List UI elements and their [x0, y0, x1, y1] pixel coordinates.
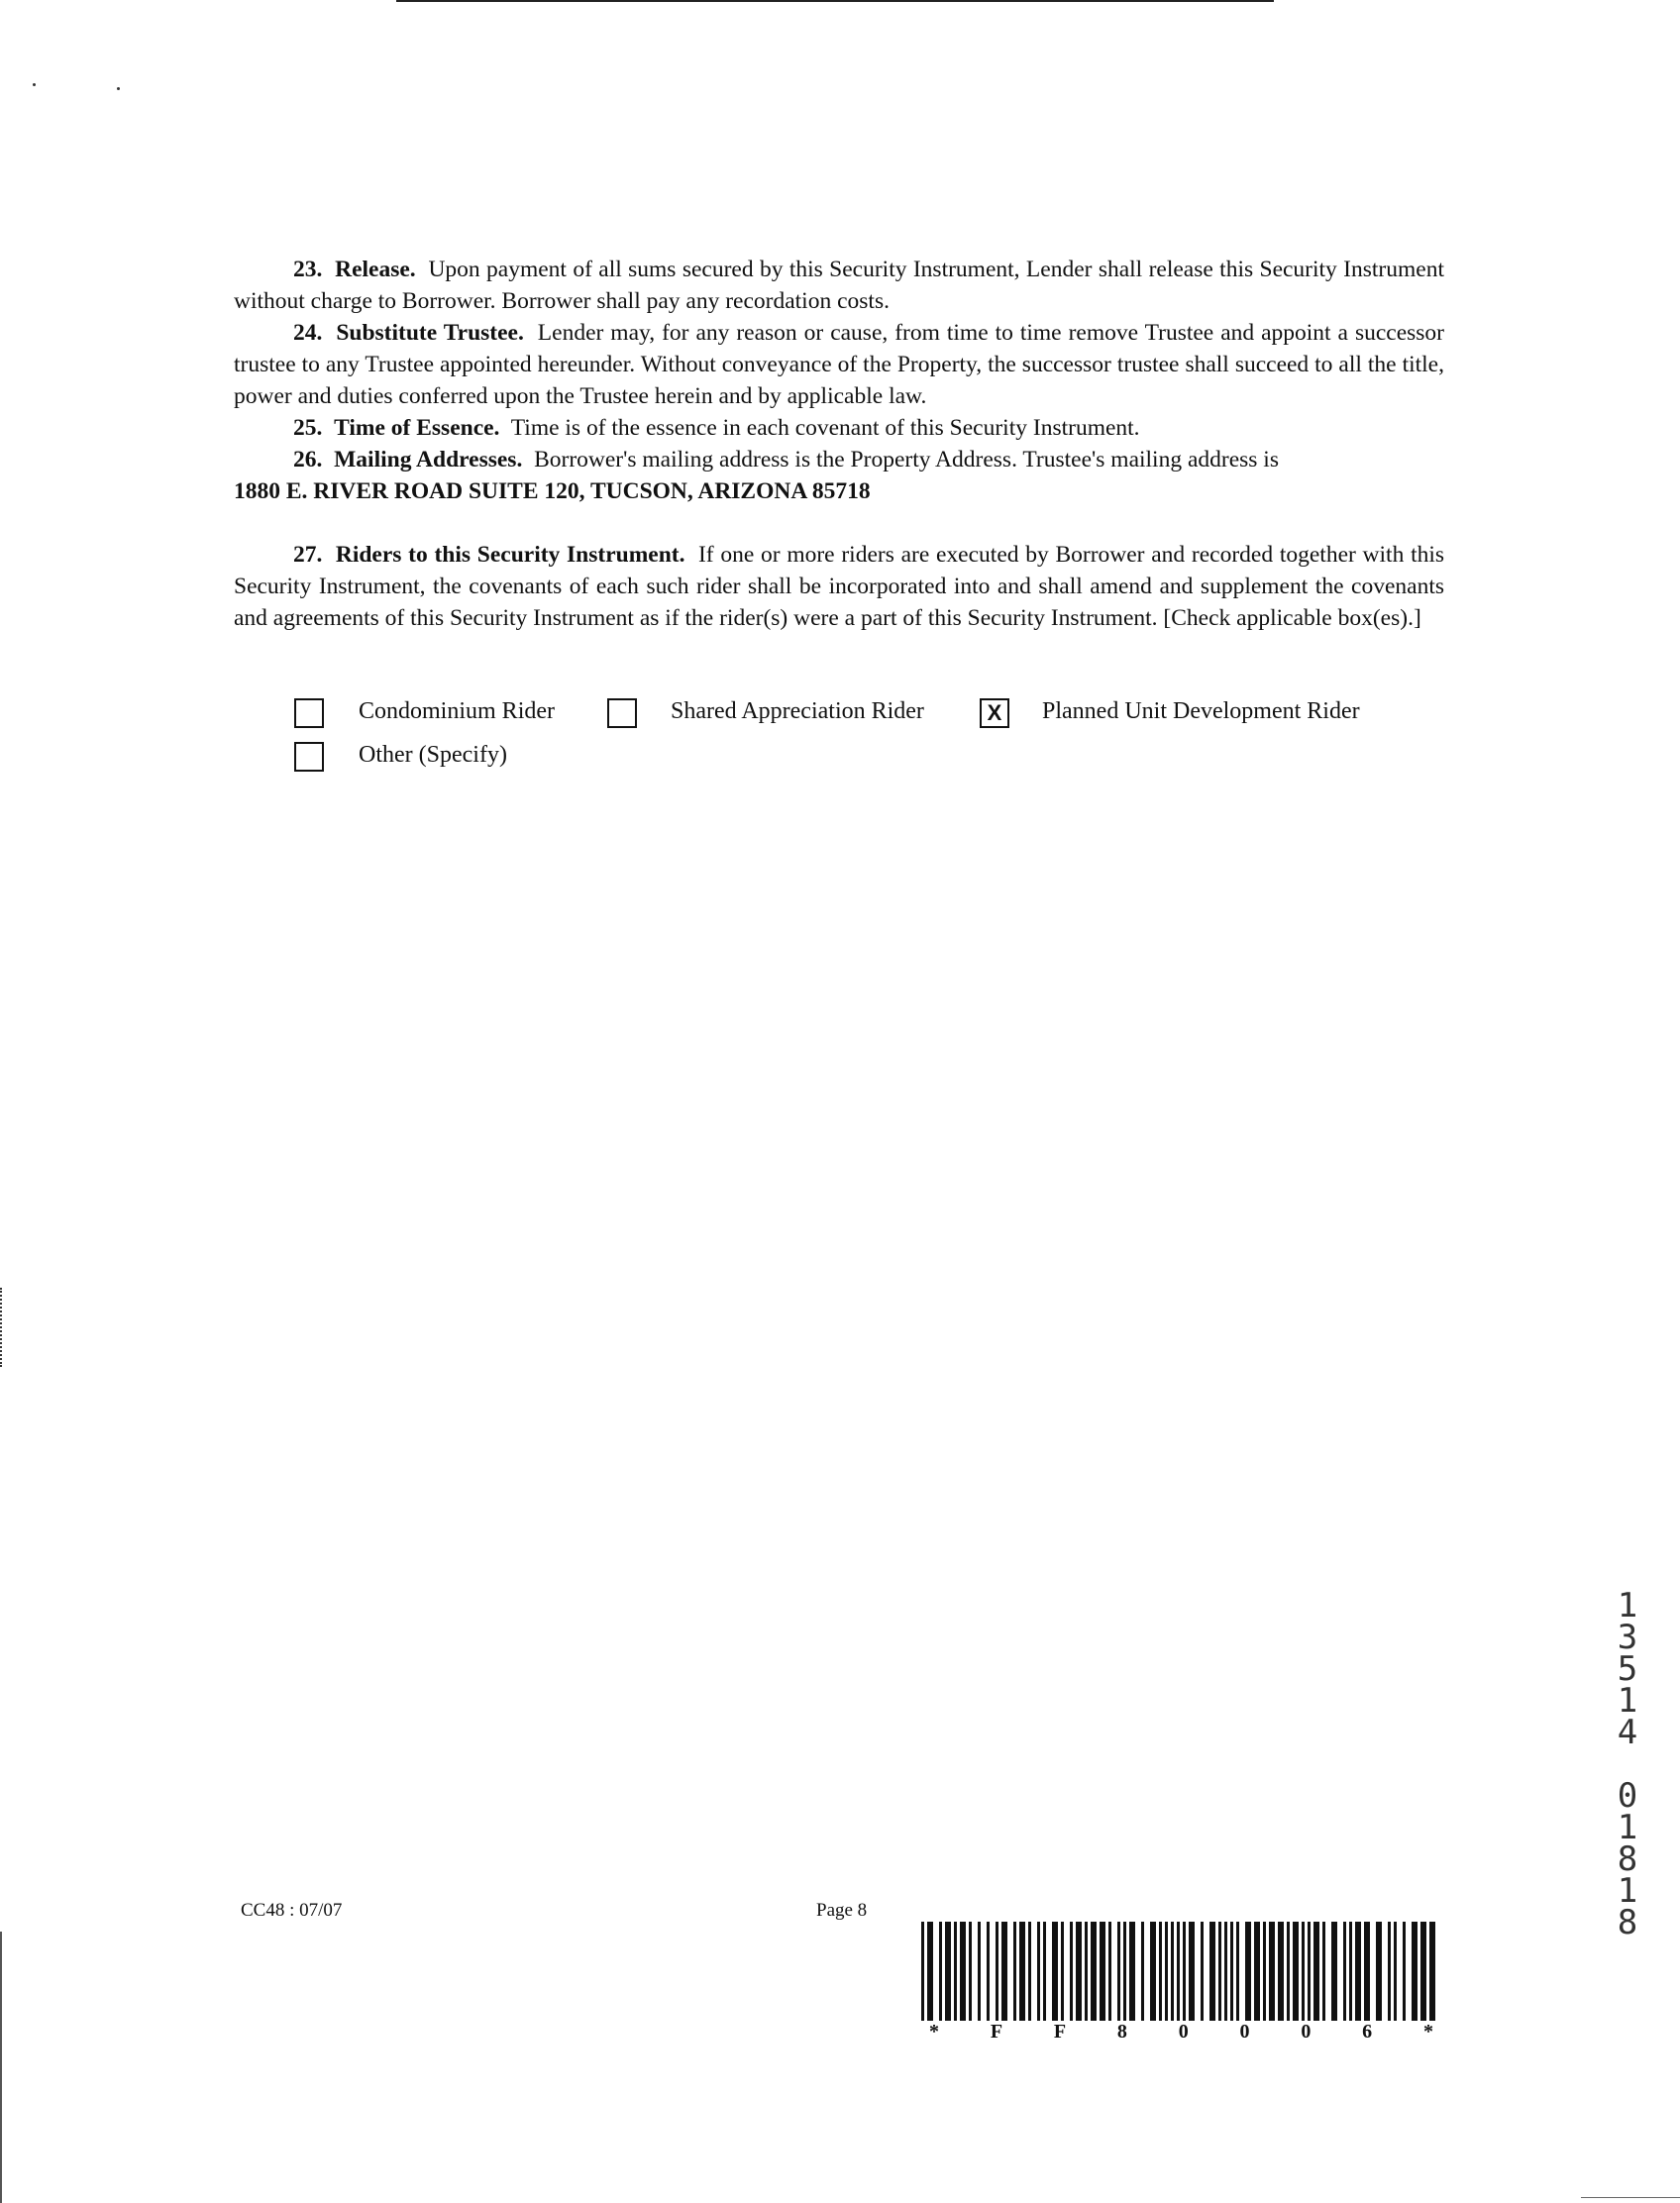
section-number: 27.	[293, 542, 323, 568]
barcode-bar	[1076, 1922, 1082, 2021]
barcode-bar	[1019, 1922, 1025, 2021]
barcode-bar	[1001, 1922, 1007, 2021]
barcode-bar	[1224, 1922, 1227, 2021]
side-digit: 1	[1617, 1808, 1638, 1847]
side-digit: 4	[1617, 1713, 1638, 1752]
barcode-bar	[921, 1922, 924, 2021]
barcode-char: *	[929, 2021, 939, 2043]
side-digit: 8	[1617, 1903, 1638, 1942]
section-text: Upon payment of all sums secured by this Security Instrument, Lender shall release this Security Instrument without charge to Borrower. Borrower shall pay any recordation costs.	[234, 257, 1444, 314]
barcode-bar	[939, 1922, 942, 2021]
checkbox-row	[294, 739, 1443, 783]
barcode-bar	[1302, 1922, 1305, 2021]
section-24	[234, 317, 1444, 412]
barcode-bar	[1218, 1922, 1221, 2021]
barcode-bar	[1150, 1922, 1156, 2021]
barcode-char: 0	[1301, 2021, 1312, 2043]
barcode-bar	[1070, 1922, 1073, 2021]
barcode-bar	[1201, 1922, 1204, 2021]
barcode-caption	[921, 2021, 1441, 2044]
side-digit: 1	[1617, 1586, 1638, 1626]
barcode-bar	[1043, 1922, 1046, 2021]
barcode-bar	[1141, 1922, 1144, 2021]
other-rider-checkbox[interactable]	[294, 742, 324, 772]
side-record-number	[1613, 1586, 1642, 1942]
barcode-bar	[1117, 1922, 1120, 2021]
form-code: CC48 : 07/07	[241, 1900, 343, 1921]
barcode-bar	[1322, 1922, 1325, 2021]
barcode-bar	[1388, 1922, 1391, 2021]
barcode-bar	[1349, 1922, 1352, 2021]
side-digit: 0	[1617, 1776, 1638, 1816]
barcode-bar	[1308, 1922, 1311, 2021]
barcode-char: 8	[1116, 2021, 1127, 2043]
barcode-bar	[978, 1922, 981, 2021]
section-text: Borrower's mailing address is the Property Address. Trustee's mailing address is	[534, 447, 1279, 472]
scan-bottom-line	[1581, 2197, 1680, 2198]
section-27	[234, 539, 1444, 634]
barcode-bar	[1420, 1922, 1426, 2021]
barcode-bar	[1165, 1922, 1168, 2021]
barcode-bar	[1230, 1922, 1233, 2021]
section-26	[234, 444, 1444, 475]
pud-rider-checkbox[interactable]: X	[980, 698, 1009, 728]
barcode-bar	[954, 1922, 957, 2021]
barcode-bar	[927, 1922, 933, 2021]
scan-edge-marks	[0, 1288, 5, 1367]
barcode-bar	[1376, 1922, 1382, 2021]
barcode-bar	[1403, 1922, 1406, 2021]
barcode-bar	[1037, 1922, 1040, 2021]
barcode-bar	[1159, 1922, 1162, 2021]
barcode-char: F	[990, 2021, 1003, 2043]
other-rider-label: Other (Specify)	[359, 742, 507, 768]
barcode-char: 0	[1239, 2021, 1250, 2043]
condominium-rider-checkbox[interactable]	[294, 698, 324, 728]
barcode-bar	[1100, 1922, 1105, 2021]
barcode-bar	[1245, 1922, 1251, 2021]
barcode-bar	[1394, 1922, 1397, 2021]
shared-appreciation-rider-checkbox[interactable]	[607, 698, 637, 728]
barcode-char: 6	[1362, 2021, 1373, 2043]
barcode-bar	[1171, 1922, 1174, 2021]
side-digit: 1	[1617, 1681, 1638, 1721]
barcode-char: 0	[1178, 2021, 1189, 2043]
barcode-bar	[1085, 1922, 1088, 2021]
section-title: Mailing Addresses.	[334, 447, 523, 472]
barcode-bar	[1293, 1922, 1299, 2021]
barcode-bar	[1108, 1922, 1111, 2021]
pud-rider-label: Planned Unit Development Rider	[1042, 698, 1360, 724]
section-text: Lender may, for any reason or cause, from time to time remove Trustee and appoint a successor trustee to any Trustee appointed hereunder. Without conveyance of the Property, the successor trustee shall succeed to all the title, power and duties conferred upon the Trustee herein and by applicable law.	[234, 320, 1445, 409]
section-title: Substitute Trustee.	[336, 320, 524, 346]
barcode-bar	[1313, 1922, 1319, 2021]
barcode-bar	[1061, 1922, 1064, 2021]
condominium-rider-label: Condominium Rider	[359, 698, 555, 724]
section-title: Time of Essence.	[334, 415, 500, 441]
barcode-bar	[1091, 1922, 1097, 2021]
section-text: Time is of the essence in each covenant of this Security Instrument.	[510, 415, 1140, 441]
barcode-bar	[1429, 1922, 1435, 2021]
section-text: If one or more riders are executed by Borrower and recorded together with this Security Instrument, the covenants of each such rider shall be incorporated into and shall amend and supplement the covenants and agreements of this Security Instrument as if the rider(s) were a part of this Security Instrument. [Check applicable box(es).]	[234, 542, 1445, 631]
barcode-bar	[1052, 1922, 1058, 2021]
barcode-bar	[1177, 1922, 1180, 2021]
barcode-bar	[1254, 1922, 1260, 2021]
section-23	[234, 254, 1444, 317]
barcode-bar	[1183, 1922, 1186, 2021]
barcode-bar	[1278, 1922, 1284, 2021]
barcode-char: F	[1053, 2021, 1067, 2043]
barcode-bar	[1236, 1922, 1239, 2021]
checkbox-row	[294, 695, 1443, 739]
barcode-char: *	[1422, 2021, 1433, 2043]
shared-appreciation-rider-label: Shared Appreciation Rider	[671, 698, 924, 724]
top-border-line	[396, 0, 1274, 2]
barcode-bar	[1129, 1922, 1135, 2021]
barcode-bar	[1209, 1922, 1215, 2021]
side-digit: 8	[1617, 1839, 1638, 1879]
barcode	[921, 1922, 1441, 2021]
scan-edge-line	[0, 1932, 2, 2203]
barcode-bar	[1013, 1922, 1016, 2021]
barcode-bar	[987, 1922, 990, 2021]
barcode-bar	[1269, 1922, 1275, 2021]
rider-checkboxes	[294, 695, 1443, 783]
section-number: 23.	[293, 257, 323, 282]
section-title: Release.	[335, 257, 416, 282]
barcode-bar	[945, 1922, 951, 2021]
section-title: Riders to this Security Instrument.	[335, 542, 685, 568]
side-digit: 5	[1617, 1649, 1638, 1689]
barcode-bar	[1331, 1922, 1337, 2021]
scan-speck	[33, 83, 36, 86]
barcode-bar	[1412, 1922, 1418, 2021]
section-number: 24.	[293, 320, 323, 346]
barcode-bar	[1343, 1922, 1346, 2021]
document-body	[234, 254, 1444, 634]
side-digit: 3	[1617, 1618, 1638, 1657]
barcode-bar	[1364, 1922, 1370, 2021]
barcode-bar	[1287, 1922, 1290, 2021]
section-25	[234, 412, 1444, 444]
section-number: 25.	[293, 415, 323, 441]
section-number: 26.	[293, 447, 323, 472]
barcode-bar	[1263, 1922, 1266, 2021]
barcode-bar	[960, 1922, 966, 2021]
barcode-bar	[969, 1922, 972, 2021]
trustee-address: 1880 E. RIVER ROAD SUITE 120, TUCSON, ARIZONA 85718	[234, 478, 871, 504]
barcode-bar	[1028, 1922, 1031, 2021]
barcode-bar	[1123, 1922, 1126, 2021]
barcode-bar	[1189, 1922, 1195, 2021]
barcode-bar	[996, 1922, 998, 2021]
page-number: Page 8	[816, 1900, 868, 1921]
scan-speck	[117, 87, 120, 90]
barcode-bar	[1355, 1922, 1361, 2021]
side-digit: 1	[1617, 1871, 1638, 1911]
